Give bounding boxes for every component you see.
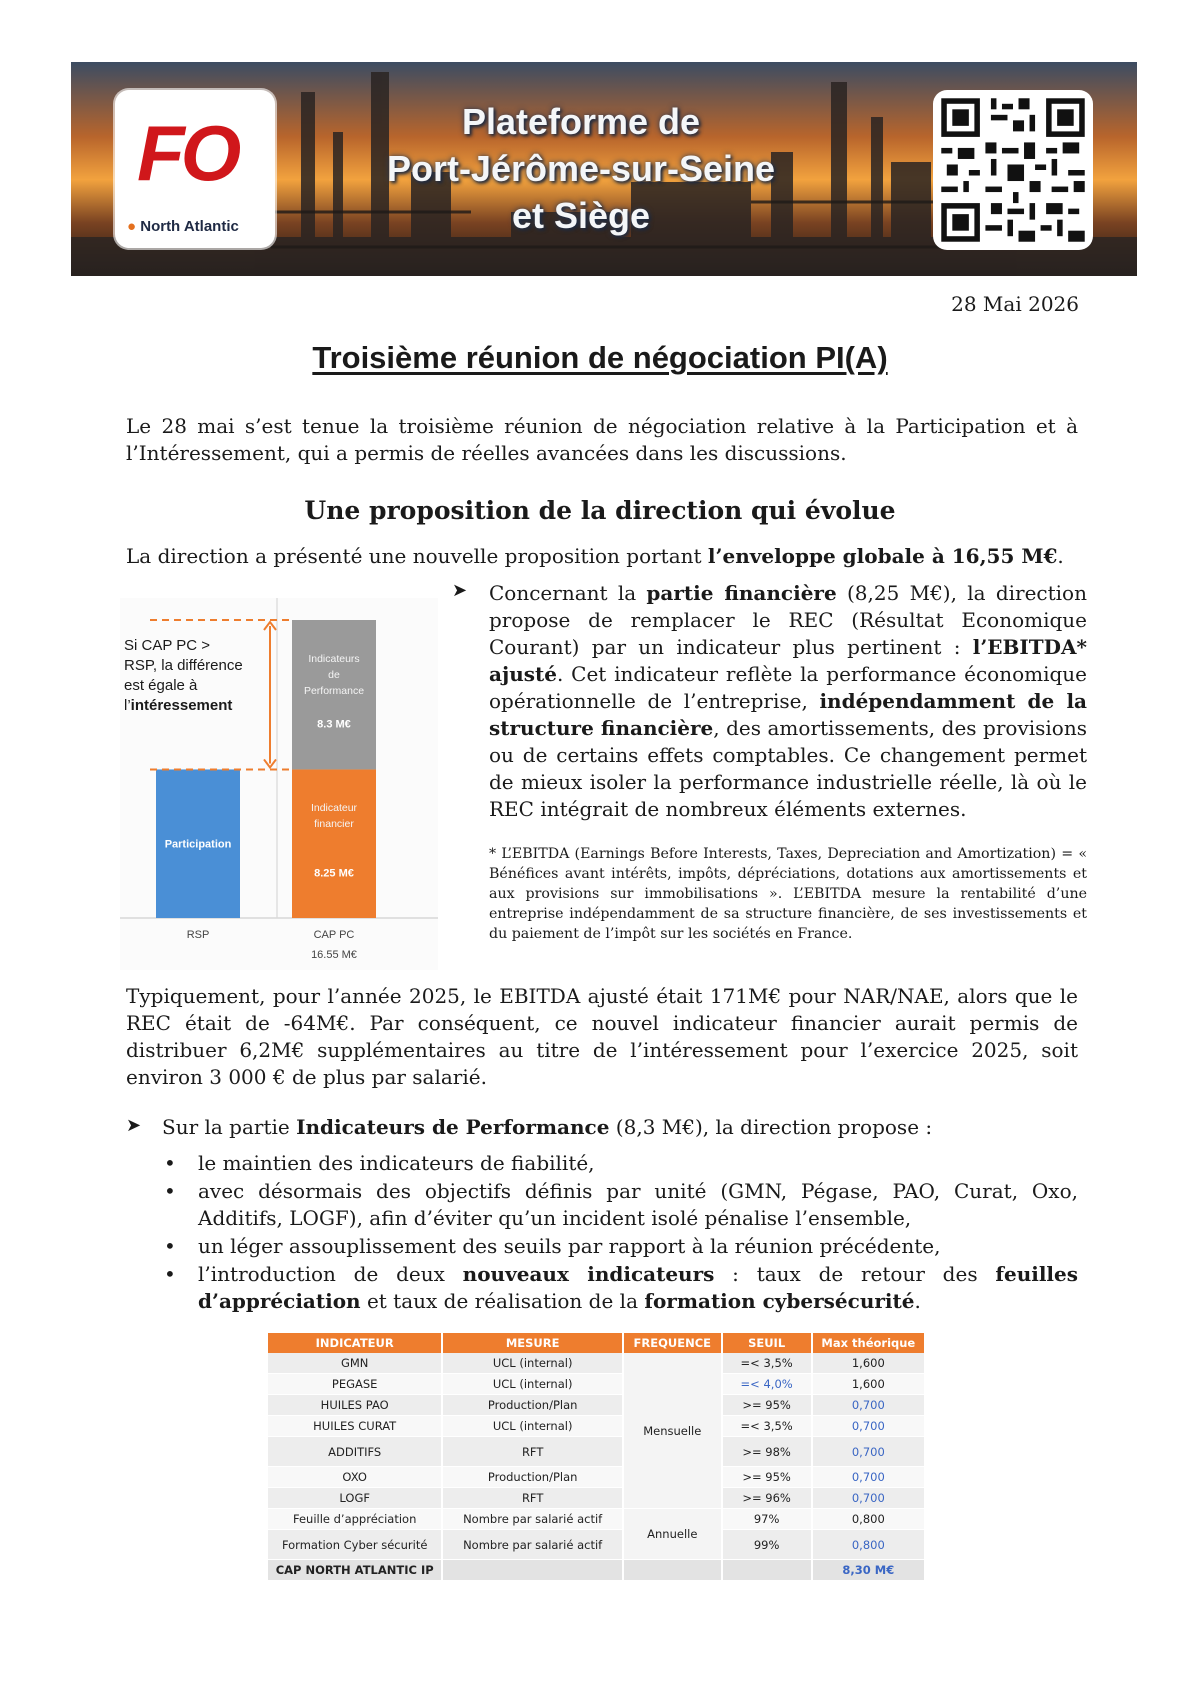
- category-label-cap-pc: CAP PC: [313, 929, 355, 941]
- cell-indicateur: OXO: [268, 1467, 442, 1488]
- column-header-seuil: SEUIL: [722, 1333, 812, 1353]
- list-item-bold: feuilles d’appréciation: [198, 1262, 1079, 1313]
- performance-list: [158, 1150, 1078, 1316]
- list-item-text: l’introduction de deux: [198, 1262, 463, 1286]
- table-row: [268, 1374, 925, 1395]
- cell-seuil: >= 95%: [722, 1395, 812, 1416]
- section-title: Une proposition de la direction qui évolue: [304, 496, 896, 525]
- cell-total-value: 8,30 M€: [812, 1560, 925, 1581]
- cell-mesure: Nombre par salarié actif: [442, 1509, 623, 1530]
- logo-north-atlantic-text: [127, 218, 239, 235]
- category-sublabel-total: 16.55 M€: [311, 949, 357, 961]
- cell-max: 1,600: [812, 1374, 925, 1395]
- column-header-indicateur: INDICATEUR: [268, 1333, 442, 1353]
- column-header-mesure: MESURE: [442, 1333, 623, 1353]
- bar-indicateur-financier: [292, 769, 376, 918]
- cell-seuil: >= 95%: [722, 1467, 812, 1488]
- cell-seuil: 99%: [722, 1530, 812, 1560]
- bar-series-label: de: [328, 668, 340, 681]
- table-row: [268, 1416, 925, 1437]
- lead-text: La direction a présenté une nouvelle proposition portant: [126, 544, 708, 568]
- cell-seuil: =< 4,0%: [722, 1374, 812, 1395]
- financial-bold-3: indépendamment de la structure financière: [489, 689, 1088, 740]
- list-item: [158, 1233, 1078, 1260]
- cell-frequence-monthly: Mensuelle: [623, 1353, 722, 1509]
- arrow-bullet-icon: ➤: [126, 1115, 142, 1136]
- lead-bold: l’enveloppe globale à 16,55 M€: [707, 544, 1058, 568]
- list-item: [158, 1150, 1078, 1177]
- table-row: [268, 1395, 925, 1416]
- ebitda-footnote: * L’EBITDA (Earnings Before Interests, Taxes, Depreciation and Amortization) = « Bénéfices avant intérêts, impôts, dépréciations, dotations aux amortissements et aux provisions sur immobilisations ». L’EBITDA mesure la rentabilité d’une entreprise indépendamment de sa structure financière, de ses investissements et du paiement de l’impôt sur les sociétés en France.: [489, 846, 1087, 942]
- financial-text-3: . Cet indicateur reflète la performance économique opérationnelle de l’entreprise,: [489, 662, 1087, 713]
- cell-empty: [623, 1560, 722, 1581]
- performance-intro: [162, 1114, 1082, 1141]
- example-paragraph: Typiquement, pour l’année 2025, le EBITDA ajusté était 171M€ pour NAR/NAE, alors que le REC était de -64M€. Par conséquent, ce nouvel indicateur financier aurait permis de distribuer 6,2M€ supplémentaires au titre de l’intéressement pour l’exercice 2025, soit environ 3 000 € de plus par salarié.: [126, 984, 1078, 1089]
- financial-bold-2: l’EBITDA* ajusté: [489, 635, 1087, 686]
- cell-mesure: UCL (internal): [442, 1353, 623, 1374]
- cell-max: 0,700: [812, 1437, 925, 1467]
- bar-series-label: Indicateur: [310, 802, 358, 815]
- table-row: [268, 1530, 925, 1560]
- table-header-row: [268, 1333, 925, 1353]
- bar-series-label: financier: [314, 818, 354, 831]
- cell-max: 0,800: [812, 1530, 925, 1560]
- cell-indicateur: ADDITIFS: [268, 1437, 442, 1467]
- financial-paragraph: [489, 580, 1087, 823]
- chart-annotation-line: Si CAP PC >: [124, 637, 211, 654]
- logo-subtitle: North Atlantic: [140, 218, 239, 235]
- performance-text-1: Sur la partie: [162, 1115, 297, 1139]
- cell-indicateur: Feuille d’appréciation: [268, 1509, 442, 1530]
- table-total-row: [268, 1560, 925, 1581]
- document-title: Troisième réunion de négociation PI(A): [312, 340, 888, 375]
- cell-mesure: Production/Plan: [442, 1467, 623, 1488]
- bar-label-participation: Participation: [164, 838, 232, 851]
- cell-total-label: CAP NORTH ATLANTIC IP: [268, 1560, 442, 1581]
- cell-indicateur: PEGASE: [268, 1374, 442, 1395]
- cell-mesure: Production/Plan: [442, 1395, 623, 1416]
- table-row: [268, 1467, 925, 1488]
- logo-fo-text: FO: [137, 109, 238, 197]
- cell-max: 0,800: [812, 1509, 925, 1530]
- flame-icon: ●: [127, 218, 137, 235]
- participation-chart: [120, 598, 438, 970]
- fo-north-atlantic-logo: [115, 90, 275, 248]
- cell-mesure: RFT: [442, 1488, 623, 1509]
- cell-seuil: >= 98%: [722, 1437, 812, 1467]
- cell-mesure: UCL (internal): [442, 1374, 623, 1395]
- cell-empty: [442, 1560, 623, 1581]
- column-header-max: Max théorique: [812, 1333, 925, 1353]
- cell-mesure: RFT: [442, 1437, 623, 1467]
- banner-title-line-3: et Siège: [511, 195, 651, 236]
- category-label-rsp: RSP: [186, 929, 210, 941]
- list-item-text: : taux de retour des: [714, 1262, 996, 1286]
- cell-frequence-annual: Annuelle: [623, 1509, 722, 1560]
- financial-text-4: , des amortissements, des provisions ou de certains effets comptables. Ce changement permet de mieux isoler la performance industrielle réelle, là où le REC intégrait de nombreux éléments externes.: [489, 716, 1087, 821]
- cell-seuil: >= 96%: [722, 1488, 812, 1509]
- cell-indicateur: HUILES PAO: [268, 1395, 442, 1416]
- list-item-text: le maintien des indicateurs de fiabilité,: [198, 1151, 595, 1175]
- indicators-table: [268, 1333, 926, 1581]
- performance-bold-1: Indicateurs de Performance: [296, 1115, 610, 1139]
- cell-max: 1,600: [812, 1353, 925, 1374]
- list-item-bold: formation cybersécurité: [644, 1289, 915, 1313]
- qr-code-graphic: [933, 90, 1093, 250]
- list-item-text: et taux de réalisation de la: [360, 1289, 645, 1313]
- list-item-text: avec désormais des objectifs définis par unité (GMN, Pégase, PAO, Curat, Oxo, Additifs, LOGF), afin d’éviter qu’un incident isolé pénalise l’ensemble,: [198, 1179, 1078, 1230]
- cell-mesure: UCL (internal): [442, 1416, 623, 1437]
- column-header-frequence: FREQUENCE: [623, 1333, 722, 1353]
- table-row: [268, 1353, 925, 1374]
- qr-code-icon[interactable]: [933, 90, 1093, 250]
- list-item-bold: nouveaux indicateurs: [462, 1262, 715, 1286]
- list-item-text: un léger assouplissement des seuils par rapport à la réunion précédente,: [198, 1234, 941, 1258]
- bar-series-label: Indicateurs: [308, 652, 360, 665]
- financial-text-2: (8,25 M€), la direction propose de remplacer le REC (Résultat Economique Courant) par un indicateur plus pertinent :: [489, 581, 1087, 659]
- chart-annotation-line: est égale à: [124, 677, 198, 694]
- financial-text-1: Concernant la: [489, 581, 647, 605]
- bar-value-label: 8.25 M€: [314, 867, 354, 880]
- cell-max: 0,700: [812, 1488, 925, 1509]
- lead-paragraph: [126, 543, 1078, 570]
- table-row: [268, 1437, 925, 1467]
- performance-text-2: (8,3 M€), la direction propose :: [609, 1115, 933, 1139]
- cell-indicateur: GMN: [268, 1353, 442, 1374]
- financial-bold-1: partie financière: [646, 581, 837, 605]
- arrow-bullet-icon: ➤: [452, 580, 468, 601]
- intro-paragraph: Le 28 mai s’est tenue la troisième réunion de négociation relative à la Participation et à l’Intéressement, qui a permis de réelles avancées dans les discussions.: [126, 414, 1078, 465]
- cell-indicateur: Formation Cyber sécurité: [268, 1530, 442, 1560]
- bar-series-label: Performance: [303, 684, 365, 697]
- table-row: [268, 1509, 925, 1530]
- list-item: [158, 1178, 1078, 1232]
- table-row: [268, 1488, 925, 1509]
- cell-seuil: =< 3,5%: [722, 1416, 812, 1437]
- banner-title: [371, 98, 791, 239]
- list-item-text: .: [914, 1289, 921, 1313]
- bar-value-label: 8.3 M€: [317, 718, 351, 731]
- chart-annotation-line: l’intéressement: [124, 697, 233, 714]
- cell-seuil: 97%: [722, 1509, 812, 1530]
- header-banner: [71, 62, 1137, 276]
- lead-end: .: [1057, 544, 1064, 568]
- chart-annotation-line: RSP, la différence: [124, 657, 243, 674]
- cell-indicateur: LOGF: [268, 1488, 442, 1509]
- list-item: [158, 1261, 1078, 1315]
- cell-indicateur: HUILES CURAT: [268, 1416, 442, 1437]
- document-date: 28 Mai 2026: [951, 292, 1079, 316]
- cell-seuil: =< 3,5%: [722, 1353, 812, 1374]
- cell-max: 0,700: [812, 1467, 925, 1488]
- cell-max: 0,700: [812, 1416, 925, 1437]
- banner-title-line-2: Port-Jérôme-sur-Seine: [386, 148, 776, 189]
- cell-empty: [722, 1560, 812, 1581]
- banner-title-line-1: Plateforme de: [461, 101, 701, 142]
- cell-mesure: Nombre par salarié actif: [442, 1530, 623, 1560]
- cell-max: 0,700: [812, 1395, 925, 1416]
